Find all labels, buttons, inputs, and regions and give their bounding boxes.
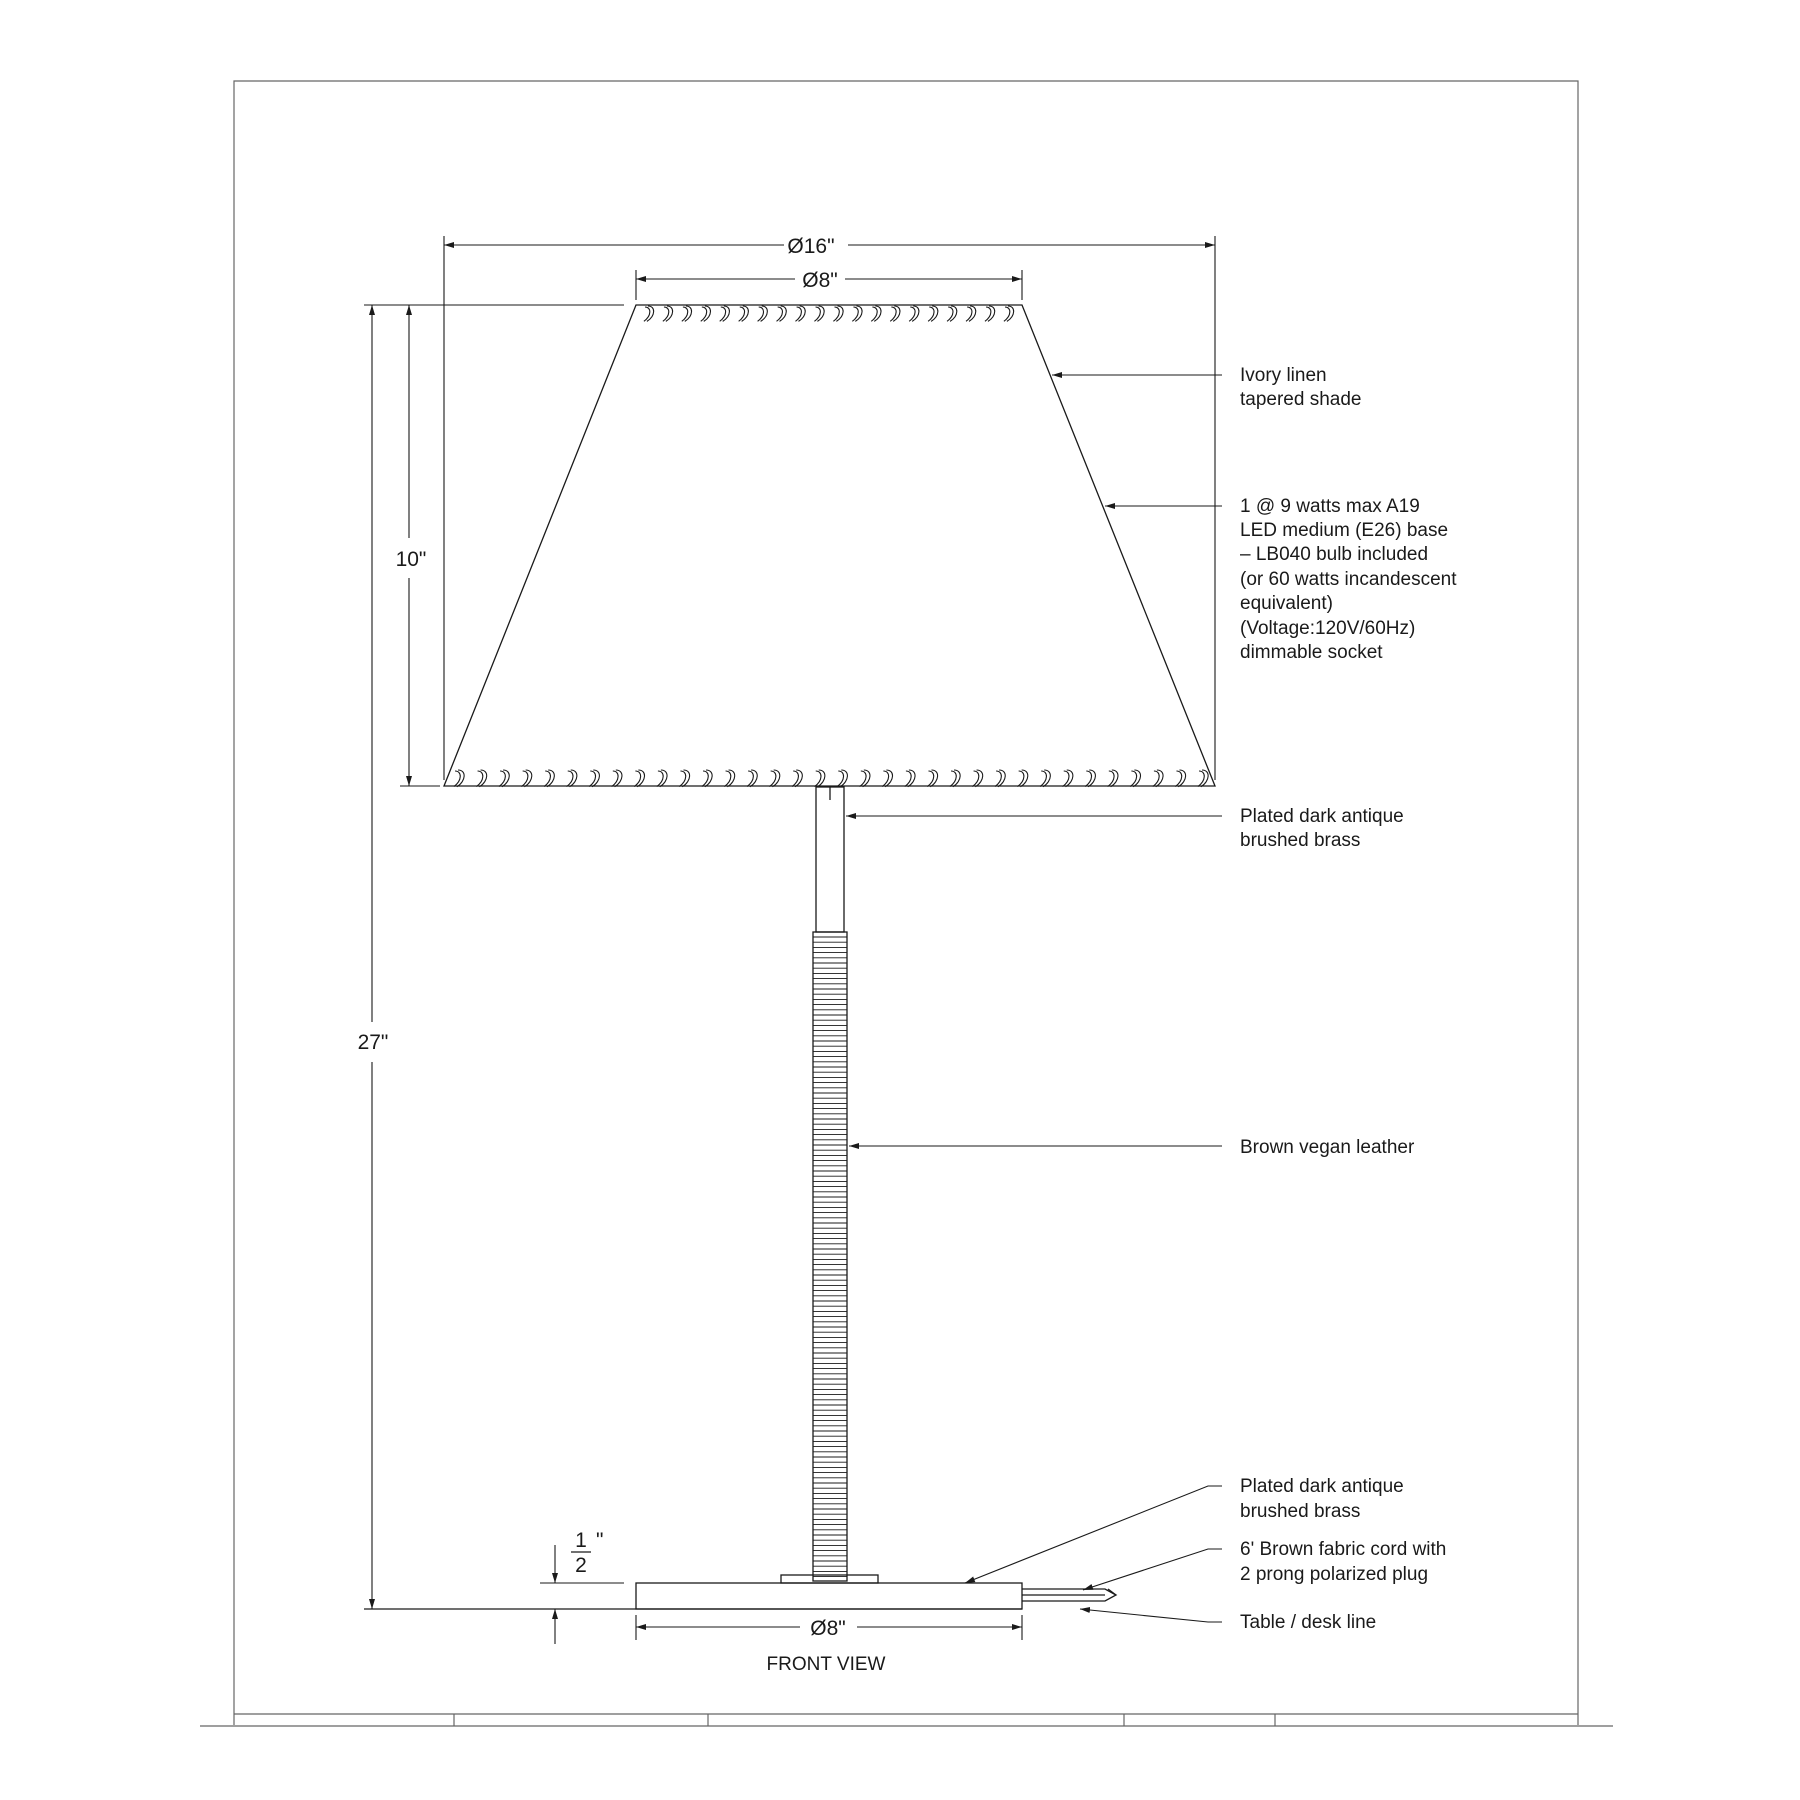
callout-upper-stem <box>1240 806 1404 851</box>
svg-text:Brown vegan leather: Brown vegan leather <box>1240 1137 1415 1158</box>
svg-text:2 prong polarized plug: 2 prong polarized plug <box>1240 1564 1429 1585</box>
callout-table-line <box>1240 1612 1376 1633</box>
trim-stitch <box>499 770 509 787</box>
svg-text:2: 2 <box>575 1554 587 1577</box>
trim-stitch <box>1085 770 1095 787</box>
trim-stitch <box>1153 770 1163 787</box>
trim-stitch <box>852 306 862 321</box>
callout-bulb <box>1240 496 1457 663</box>
trim-stitch <box>758 306 768 321</box>
trim-stitch <box>1108 770 1118 787</box>
trim-stitch <box>724 770 734 787</box>
svg-text:Ivory linen: Ivory linen <box>1240 365 1327 386</box>
svg-text:brushed brass: brushed brass <box>1240 830 1361 851</box>
svg-text:LED medium (E26) base: LED medium (E26) base <box>1240 520 1449 541</box>
callout-cord <box>1240 1539 1446 1585</box>
svg-text:1: 1 <box>575 1529 587 1552</box>
svg-text:Table / desk line: Table / desk line <box>1240 1612 1377 1633</box>
trim-stitch <box>792 770 802 787</box>
svg-text:dimmable socket: dimmable socket <box>1240 642 1383 663</box>
trim-stitch <box>927 770 937 787</box>
svg-text:brushed brass: brushed brass <box>1240 1501 1361 1522</box>
trim-stitch <box>644 306 654 321</box>
trim-stitch <box>871 306 881 321</box>
dim-overall-height: 27" <box>357 1031 389 1054</box>
trim-stitch <box>679 770 689 787</box>
trim-stitch <box>909 306 919 321</box>
view-title: FRONT VIEW <box>766 1654 886 1675</box>
svg-text:(Voltage:120V/60Hz): (Voltage:120V/60Hz) <box>1240 618 1416 639</box>
trim-stitch <box>890 306 900 321</box>
svg-text:": " <box>596 1529 604 1552</box>
svg-text:equivalent): equivalent) <box>1240 593 1333 614</box>
trim-stitch <box>720 306 730 321</box>
trim-stitch <box>972 770 982 787</box>
trim-stitch <box>1004 306 1014 321</box>
trim-stitch <box>682 306 692 321</box>
trim-stitch <box>739 306 749 321</box>
svg-text:Plated dark antique: Plated dark antique <box>1240 1476 1404 1497</box>
trim-stitch <box>995 770 1005 787</box>
dim-shade-height: 10" <box>395 548 427 571</box>
svg-text:6' Brown fabric cord with: 6' Brown fabric cord with <box>1240 1539 1447 1560</box>
trim-stitch <box>1063 770 1073 787</box>
svg-text:(or 60 watts incandescent: (or 60 watts incandescent <box>1240 569 1457 590</box>
trim-stitch <box>454 770 464 787</box>
svg-text:1 @ 9 watts max A19: 1 @ 9 watts max A19 <box>1240 496 1420 517</box>
trim-stitch <box>905 770 915 787</box>
trim-stitch <box>702 770 712 787</box>
dim-base-thickness <box>571 1529 603 1577</box>
callout-shade <box>1240 365 1362 410</box>
lamp-base <box>636 1575 1116 1609</box>
dim-shade-top-diameter: Ø8" <box>802 269 838 292</box>
dim-shade-bottom-diameter: Ø16" <box>787 235 835 258</box>
lamp-shade <box>444 305 1215 787</box>
svg-text:tapered shade: tapered shade <box>1240 389 1362 410</box>
trim-stitch <box>837 770 847 787</box>
trim-stitch <box>814 306 824 321</box>
trim-stitch <box>634 770 644 787</box>
callout-base <box>1240 1476 1404 1522</box>
trim-stitch <box>1130 770 1140 787</box>
trim-stitch <box>882 770 892 787</box>
trim-stitch <box>769 770 779 787</box>
svg-text:Plated dark antique: Plated dark antique <box>1240 806 1404 827</box>
trim-stitch <box>544 770 554 787</box>
trim-stitch <box>985 306 995 321</box>
trim-stitch <box>815 770 825 787</box>
shade-bottom-trim <box>454 770 1208 787</box>
trim-stitch <box>1175 770 1185 787</box>
trim-stitch <box>1198 770 1208 787</box>
trim-stitch <box>747 770 757 787</box>
trim-stitch <box>589 770 599 787</box>
trim-stitch <box>612 770 622 787</box>
dim-base-diameter: Ø8" <box>810 1617 846 1640</box>
trim-stitch <box>928 306 938 321</box>
lamp-stem <box>813 787 847 1581</box>
trim-stitch <box>701 306 711 321</box>
trim-stitch <box>947 306 957 321</box>
leader-lines <box>846 375 1222 1622</box>
shade-top-trim <box>644 306 1014 321</box>
trim-stitch <box>860 770 870 787</box>
callout-leather-wrap <box>1240 1137 1415 1158</box>
trim-stitch <box>1017 770 1027 787</box>
trim-stitch <box>777 306 787 321</box>
trim-stitch <box>663 306 673 321</box>
dimension-lines <box>364 236 1215 1644</box>
trim-stitch <box>795 306 805 321</box>
trim-stitch <box>833 306 843 321</box>
trim-stitch <box>476 770 486 787</box>
trim-stitch <box>950 770 960 787</box>
trim-stitch <box>567 770 577 787</box>
trim-stitch <box>966 306 976 321</box>
trim-stitch <box>521 770 531 787</box>
trim-stitch <box>657 770 667 787</box>
leather-wrap-lines <box>813 937 847 1577</box>
svg-text:– LB040 bulb included: – LB040 bulb included <box>1240 544 1429 565</box>
trim-stitch <box>1040 770 1050 787</box>
